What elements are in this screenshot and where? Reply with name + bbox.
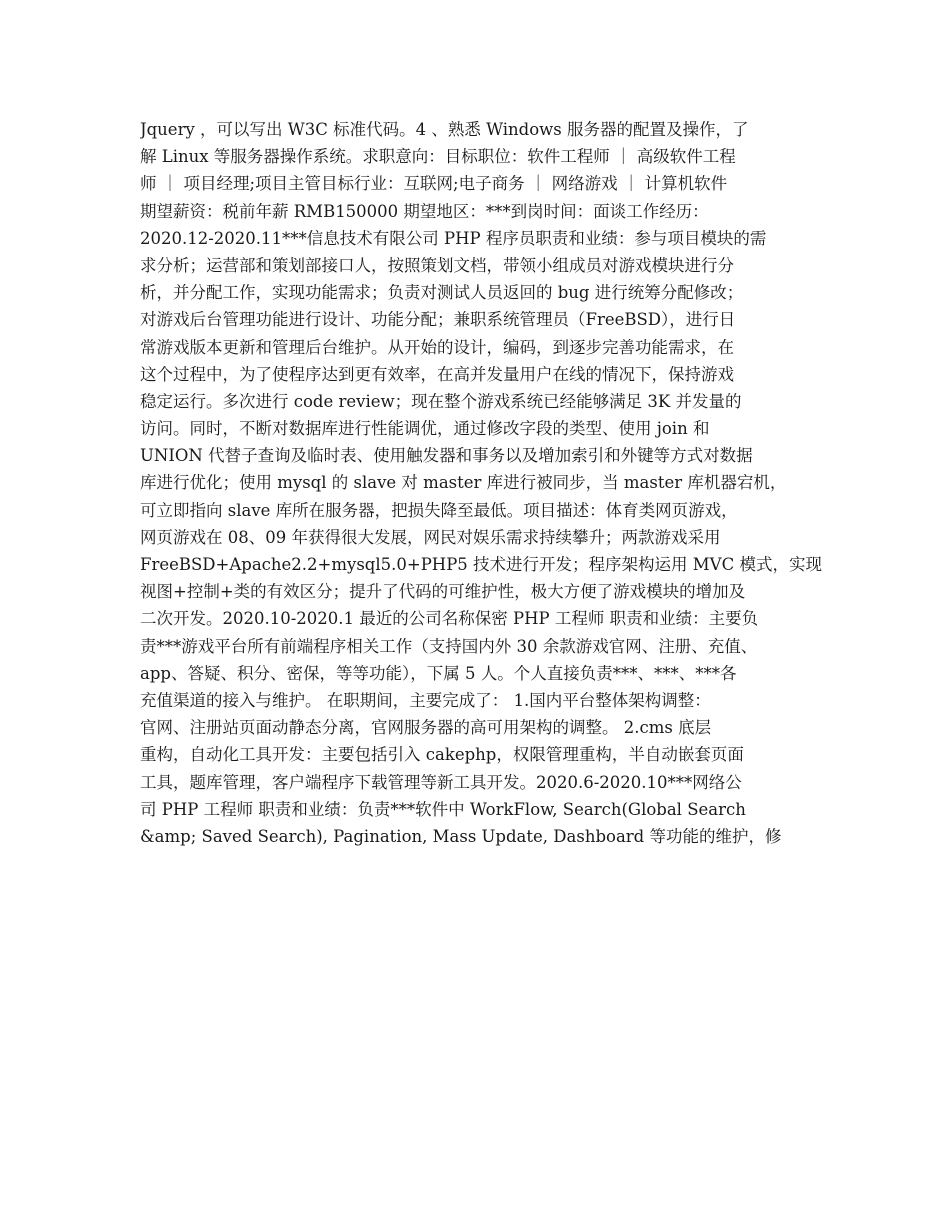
text-line: Jquery ，可以写出 W3C 标准代码。4 、熟悉 Windows 服务器的配置及操作，了: [140, 120, 749, 139]
text-line: UNION 代替子查询及临时表、使用触发器和事务以及增加索引和外键等方式对数据: [140, 446, 753, 466]
text-line: 稳定运行。多次进行 code review；现在整个游戏系统已经能够满足 3K 并发量的: [140, 391, 742, 411]
text-line: 官网、注册站页面动静态分离，官网服务器的高可用架构的调整。 2.cms 底层: [140, 718, 712, 738]
text-line: 网页游戏在 08、09 年获得很大发展，网民对娱乐需求持续攀升；两款游戏采用: [140, 527, 721, 547]
text-line: app、答疑、积分、密保，等等功能），下属 5 人。个人直接负责***、***、***各: [140, 663, 737, 683]
text-line: &amp; Saved Search), Pagination, Mass Update, Dashboard 等功能的维护，修: [140, 826, 782, 846]
text-line: 解 Linux 等服务器操作系统。求职意向：目标职位：软件工程师 ｜ 高级软件工程: [140, 147, 736, 167]
text-line: 这个过程中，为了使程序达到更有效率，在高并发量用户在线的情况下，保持游戏: [140, 364, 734, 384]
text-line: 常游戏版本更新和管理后台维护。从开始的设计，编码，到逐步完善功能需求，在: [140, 337, 734, 357]
text-line: 对游戏后台管理功能进行设计、功能分配；兼职系统管理员（FreeBSD），进行日: [140, 310, 736, 330]
text-line: 司 PHP 工程师 职责和业绩：负责***软件中 WorkFlow, Search(Global Search: [140, 799, 746, 819]
text-line: 责***游戏平台所有前端程序相关工作（支持国内外 30 余款游戏官网、注册、充值、: [140, 636, 758, 656]
text-line: 可立即指向 slave 库所在服务器，把损失降至最低。项目描述：体育类网页游戏，: [140, 500, 738, 520]
text-line: 工具，题库管理，客户端程序下载管理等新工具开发。2020.6-2020.10***网络公: [140, 772, 742, 792]
text-line: 视图+控制+类的有效区分；提升了代码的可维护性，极大方便了游戏模块的增加及: [140, 582, 746, 602]
text-line: 求分析；运营部和策划部接口人，按照策划文档，带领小组成员对游戏模块进行分: [140, 255, 734, 275]
text-line: 期望薪资：税前年薪 RMB150000 期望地区：***到岗时间：面谈工作经历：: [140, 201, 709, 221]
text-line: 2020.12-2020.11***信息技术有限公司 PHP 程序员职责和业绩：参与项目模块的需: [140, 228, 767, 248]
text-line: 重构，自动化工具开发：主要包括引入 cakephp，权限管理重构，半自动嵌套页面: [140, 745, 744, 765]
text-line: 访问。同时，不断对数据库进行性能调优，通过修改字段的类型、使用 join 和: [140, 419, 710, 439]
resume-body-text: [140, 116, 830, 850]
text-line: 师 ｜ 项目经理;项目主管目标行业：互联网;电子商务 ｜ 网络游戏 ｜ 计算机软件: [140, 174, 728, 194]
text-line: 充值渠道的接入与维护。 在职期间，主要完成了： 1.国内平台整体架构调整：: [140, 690, 711, 710]
text-line: 库进行优化；使用 mysql 的 slave 对 master 库进行被同步，当 master 库机器宕机，: [140, 473, 787, 493]
text-line: 二次开发。2020.10-2020.1 最近的公司名称保密 PHP 工程师 职责和业绩：主要负: [140, 609, 759, 629]
text-line: 析，并分配工作，实现功能需求；负责对测试人员返回的 bug 进行统筹分配修改；: [140, 283, 744, 303]
text-line: FreeBSD+Apache2.2+mysql5.0+PHP5 技术进行开发；程序架构运用 MVC 模式，实现: [140, 555, 822, 574]
